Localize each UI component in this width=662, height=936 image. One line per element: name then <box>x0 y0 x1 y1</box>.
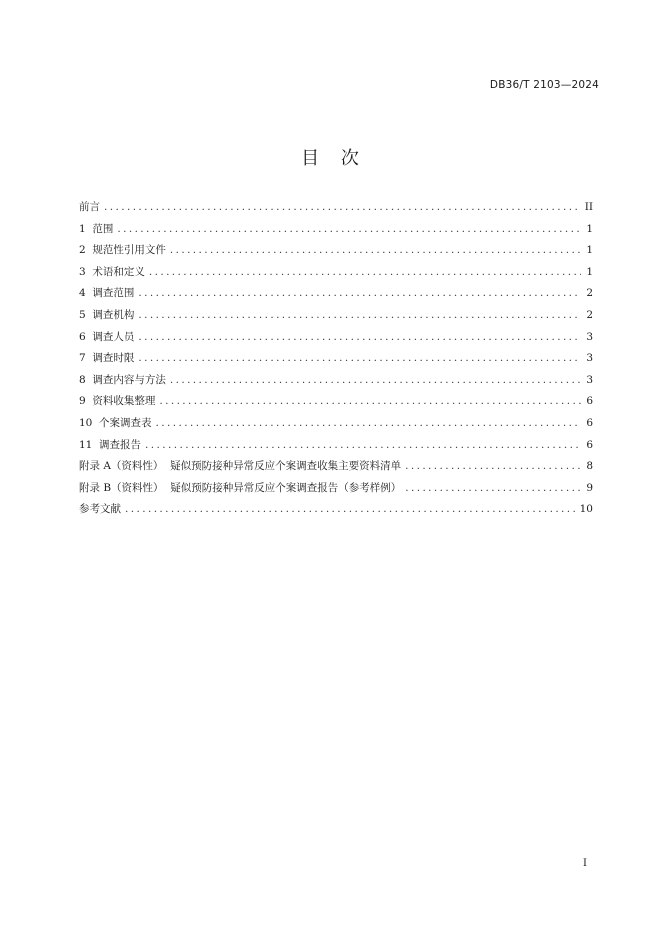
toc-entry-normative-references[interactable] <box>79 240 593 262</box>
toc-entry-terms-definitions[interactable] <box>79 262 593 284</box>
toc-entry-label: 1 范围 <box>79 222 114 235</box>
toc-entry-page: 6 <box>586 438 593 451</box>
toc-entry-label: 10 个案调查表 <box>79 416 152 429</box>
toc-entry-page: 10 <box>579 503 593 516</box>
dot-leader <box>149 262 581 284</box>
dot-leader <box>159 391 581 413</box>
toc-entry-foreword[interactable] <box>79 197 593 219</box>
toc-entry-page: 6 <box>586 395 593 408</box>
toc-entry-label: 参考文献 <box>79 503 121 516</box>
toc-entry-label: 3 术语和定义 <box>79 265 145 278</box>
toc-entry-page: 3 <box>586 352 593 365</box>
toc-entry-label: 前言 <box>79 201 100 213</box>
toc-entry-label: 5 调查机构 <box>79 308 135 321</box>
toc-entry-investigation-scope[interactable] <box>79 283 593 305</box>
toc-entry-page: 6 <box>586 416 593 429</box>
toc-entry-investigation-report[interactable] <box>79 435 593 457</box>
dot-leader <box>138 348 581 370</box>
toc-entry-page: 2 <box>586 287 593 300</box>
toc-entry-case-form[interactable] <box>79 413 593 435</box>
toc-entry-label: 7 调查时限 <box>79 352 135 365</box>
dot-leader <box>125 499 576 521</box>
toc-entry-page: 2 <box>586 308 593 321</box>
toc-entry-label: 附录 A（资料性） 疑似预防接种异常反应个案调查收集主要资料清单 <box>79 460 402 473</box>
document-code: DB36/T 2103—2024 <box>489 79 599 91</box>
toc-entry-page: 3 <box>586 373 593 386</box>
toc-entry-bibliography[interactable] <box>79 499 593 521</box>
dot-leader <box>138 327 581 349</box>
dot-leader <box>104 197 581 219</box>
toc-entry-label: 附录 B（资料性） 疑似预防接种异常反应个案调查报告（参考样例） <box>79 481 402 494</box>
dot-leader <box>138 283 581 305</box>
toc-entry-page: 8 <box>586 460 593 473</box>
page-number: I <box>583 858 587 869</box>
dot-leader <box>405 456 581 478</box>
toc-title: 目 次 <box>301 148 361 169</box>
dot-leader <box>156 413 581 435</box>
dot-leader <box>405 478 581 500</box>
toc-entry-page: 1 <box>586 222 593 235</box>
toc-entry-investigation-time-limit[interactable] <box>79 348 593 370</box>
toc-entry-page: 1 <box>586 244 593 257</box>
toc-entry-label: 8 调查内容与方法 <box>79 373 166 386</box>
dot-leader <box>170 240 581 262</box>
toc-entry-label: 4 调查范围 <box>79 287 135 300</box>
toc-entry-page: 3 <box>586 330 593 343</box>
dot-leader <box>170 370 581 392</box>
toc-entry-scope[interactable] <box>79 219 593 241</box>
table-of-contents <box>79 197 593 521</box>
toc-entry-appendix-b[interactable] <box>79 478 593 500</box>
toc-entry-label: 6 调查人员 <box>79 330 135 343</box>
toc-entry-investigation-agency[interactable] <box>79 305 593 327</box>
toc-entry-investigation-personnel[interactable] <box>79 327 593 349</box>
toc-entry-data-collection[interactable] <box>79 391 593 413</box>
toc-entry-content-methods[interactable] <box>79 370 593 392</box>
dot-leader <box>138 305 581 327</box>
dot-leader <box>117 219 581 241</box>
toc-entry-page: 9 <box>586 481 593 494</box>
toc-entry-appendix-a[interactable] <box>79 456 593 478</box>
toc-entry-page: 1 <box>586 265 593 278</box>
toc-entry-label: 2 规范性引用文件 <box>79 244 166 257</box>
toc-entry-label: 9 资料收集整理 <box>79 395 156 408</box>
toc-entry-label: 11 调查报告 <box>79 438 142 451</box>
dot-leader <box>145 435 581 457</box>
toc-entry-page: II <box>584 201 593 213</box>
